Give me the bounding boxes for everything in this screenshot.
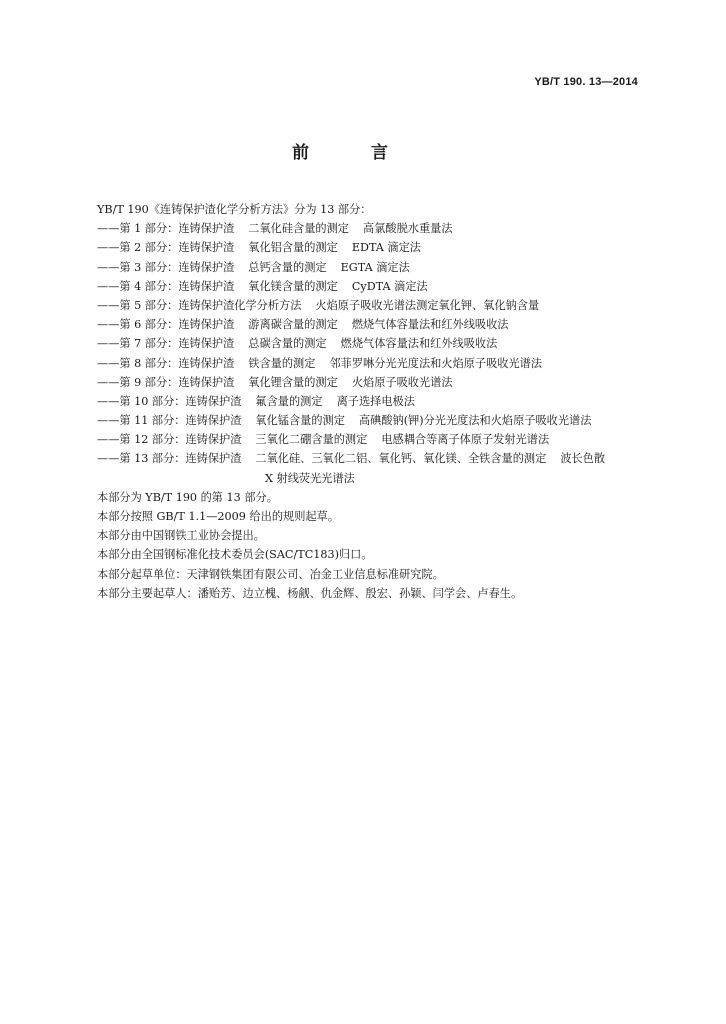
part-technique: 燃烧气体容量法和红外线吸收法 xyxy=(340,337,498,351)
part-technique: 火焰原子吸收光谱法 xyxy=(351,375,453,389)
part-dash: —— xyxy=(97,394,120,408)
part-item xyxy=(97,238,642,257)
part-method: 火焰原子吸收光谱法测定氧化钾、氧化钠含量 xyxy=(315,298,540,312)
part-dash: —— xyxy=(97,222,120,236)
note-line: 本部分起草单位：天津钢铁集团有限公司、冶金工业信息标准研究院。 xyxy=(97,567,444,581)
part-item xyxy=(97,315,642,334)
part-label: 第 1 部分：连铸保护渣 xyxy=(119,222,235,236)
part-technique: CyDTA 滴定法 xyxy=(351,279,428,293)
part-method: 总钙含量的测定 xyxy=(248,260,327,274)
part-method: 氧化锂含量的测定 xyxy=(248,375,338,389)
part-technique: EGTA 滴定法 xyxy=(340,260,410,274)
part-dash: —— xyxy=(97,279,120,293)
part-label: 第 10 部分：连铸保护渣 xyxy=(119,394,242,408)
part-dash: —— xyxy=(97,356,120,370)
part-dash: —— xyxy=(97,298,120,312)
part-method: 二氧化硅、三氧化二铝、氧化钙、氧化镁、全铁含量的测定 xyxy=(255,452,547,466)
part-method: 氧化锰含量的测定 xyxy=(255,414,345,428)
part-item xyxy=(97,373,642,392)
part-item xyxy=(97,219,642,238)
part-item xyxy=(97,354,642,373)
part-13-continuation: X 射线荧光光谱法 xyxy=(265,471,355,485)
note-line: 本部分为 YB/T 190 的第 13 部分。 xyxy=(97,490,278,504)
intro-text: YB/T 190《连铸保护渣化学分析方法》分为 13 部分： xyxy=(97,203,372,216)
part-item xyxy=(97,258,642,277)
part-dash: —— xyxy=(97,318,120,332)
part-method: 总碳含量的测定 xyxy=(248,337,327,351)
part-item xyxy=(97,411,642,430)
note-line: 本部分主要起草人：潘贻芳、边立槐、杨觎、仇金辉、殷宏、孙颖、闫学会、卢春生。 xyxy=(97,586,523,600)
part-label: 第 3 部分：连铸保护渣 xyxy=(119,260,235,274)
note-line: 本部分由中国钢铁工业协会提出。 xyxy=(97,529,265,543)
note-line: 本部分由全国钢标准化技术委员会(SAC/TC183)归口。 xyxy=(97,548,373,562)
standard-code: YB/T 190. 13—2014 xyxy=(534,76,638,88)
note-line: 本部分按照 GB/T 1.1—2009 给出的规则起草。 xyxy=(97,510,339,523)
part-method: 三氧化二硼含量的测定 xyxy=(255,433,368,447)
part-item xyxy=(97,449,642,468)
part-technique: 电感耦合等离子体原子发射光谱法 xyxy=(381,433,550,447)
part-technique: 高氯酸脱水重量法 xyxy=(363,222,453,236)
part-method: 氟含量的测定 xyxy=(255,394,323,408)
part-technique: EDTA 滴定法 xyxy=(351,241,421,255)
part-label: 第 9 部分：连铸保护渣 xyxy=(119,375,235,389)
part-item xyxy=(97,430,642,449)
part-item xyxy=(97,277,642,296)
part-label: 第 8 部分：连铸保护渣 xyxy=(119,356,235,370)
part-method: 氧化铝含量的测定 xyxy=(248,241,338,255)
part-label: 第 6 部分：连铸保护渣 xyxy=(119,318,235,332)
part-label: 第 5 部分：连铸保护渣化学分析方法 xyxy=(119,298,302,312)
part-item xyxy=(97,296,642,315)
part-technique: 邻菲罗啉分光光度法和火焰原子吸收光谱法 xyxy=(329,356,543,370)
part-technique: 离子选择电极法 xyxy=(336,394,415,408)
part-dash: —— xyxy=(97,452,120,466)
part-method: 铁含量的测定 xyxy=(248,356,316,370)
part-technique: 波长色散 xyxy=(560,452,606,466)
part-label: 第 2 部分：连铸保护渣 xyxy=(119,241,235,255)
page-title: 前 言 xyxy=(292,143,416,163)
part-method: 游离碳含量的测定 xyxy=(248,318,338,332)
part-item xyxy=(97,392,642,411)
part-item xyxy=(97,334,642,353)
notes-list xyxy=(97,488,642,603)
part-dash: —— xyxy=(97,337,120,351)
part-dash: —— xyxy=(97,241,120,255)
part-technique: 高碘酸钠(钾)分光光度法和火焰原子吸收光谱法 xyxy=(358,414,592,428)
part-label: 第 7 部分：连铸保护渣 xyxy=(119,337,235,351)
part-label: 第 12 部分：连铸保护渣 xyxy=(119,433,242,447)
part-dash: —— xyxy=(97,414,120,428)
part-technique: 燃烧气体容量法和红外线吸收法 xyxy=(351,318,509,332)
part-label: 第 11 部分：连铸保护渣 xyxy=(119,414,242,428)
part-dash: —— xyxy=(97,433,120,447)
part-method: 二氧化硅含量的测定 xyxy=(248,222,349,236)
part-label: 第 4 部分：连铸保护渣 xyxy=(119,279,235,293)
part-dash: —— xyxy=(97,375,120,389)
part-method: 氧化镁含量的测定 xyxy=(248,279,338,293)
document-body xyxy=(97,200,642,603)
part-label: 第 13 部分：连铸保护渣 xyxy=(119,452,242,466)
parts-list xyxy=(97,219,642,468)
part-dash: —— xyxy=(97,260,120,274)
